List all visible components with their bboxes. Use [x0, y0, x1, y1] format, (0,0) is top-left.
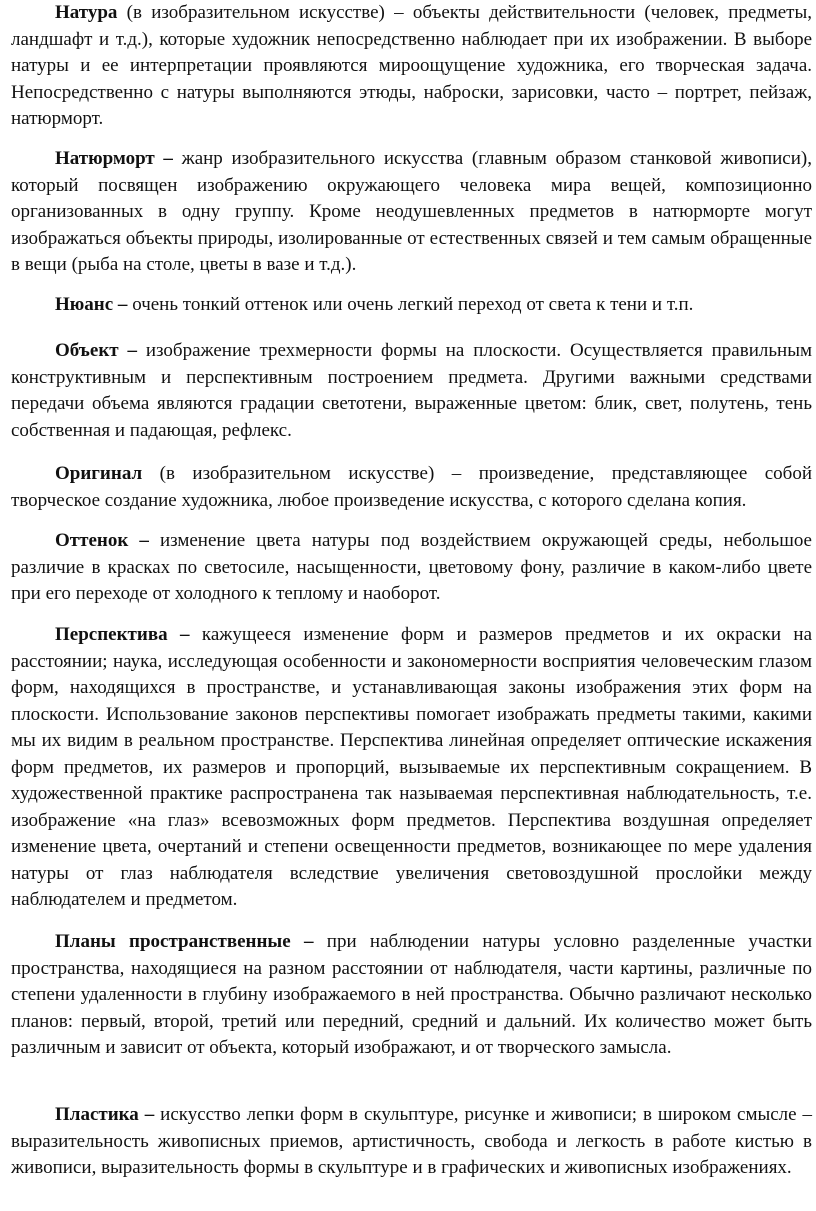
glossary-entry-ottenok: [11, 528, 812, 608]
entry-definition: (в изобразительном искусстве) – произведение, представляющее собой творческое создание художника, любое произведение искусства, с которого сделана копия.: [11, 463, 812, 511]
glossary-entry-perspektiva: [11, 622, 812, 914]
glossary-entry-plastika: [11, 1102, 812, 1182]
entry-term: Натюрморт –: [55, 148, 173, 169]
entry-definition: изменение цвета натуры под воздействием окружающей среды, небольшое различие в красках по светосиле, насыщенности, цветовому фону, различие в каком-либо цвете при его переходе от холодного к теплому и наоборот.: [11, 530, 812, 604]
entry-definition: искусство лепки форм в скульптуре, рисунке и живописи; в широком смысле – выразительность живописных приемов, артистичность, свобода и легкость в работе кистью в живописи, выразительность формы в скульптуре и в графических и живописных изображениях.: [11, 1104, 813, 1178]
entry-term: Объект –: [55, 340, 137, 361]
entry-term: Натура: [55, 2, 118, 23]
glossary-entry-plany: [11, 929, 812, 1062]
entry-definition: (в изобразительном искусстве) – объекты действительности (человек, предметы, ландшафт и т.д.), которые художник непосредственно наблюдает при их изображении. В выборе натуры и ее интерпретации проявляются мироощущение художника, его творческая задача. Непосредственно с натуры выполняются этюды, наброски, зарисовки, часто – портрет, пейзаж, натюрморт.: [11, 2, 812, 129]
entry-term: Нюанс –: [55, 294, 128, 315]
entry-definition: кажущееся изменение форм и размеров предметов и их окраски на расстоянии; наука, исследующая особенности и закономерности восприятия человеческим глазом форм, находящихся в пространстве, и устанавливающая законы изображения этих форм на плоскости. Использование законов перспективы помогает изображать предметы такими, какими мы их видим в реальном пространстве. Перспектива линейная определяет оптические искажения форм предметов, их размеров и пропорций, вызываемые их перспективным сокращением. В художественной практике распространена так называемая перспективная наблюдательность, т.е. изображение «на глаз» всевозможных форм предметов. Перспектива воздушная определяет изменение цвета, очертаний и степени освещенности предметов, возникающее по мере удаления натуры от глаз наблюдателя вследствие увеличения световоздушной прослойки между наблюдателем и предметом.: [11, 624, 812, 910]
entry-definition: изображение трехмерности формы на плоскости. Осуществляется правильным конструктивным и перспективным построением предмета. Другими важными средствами передачи объема являются градации светотени, выраженные цветом: блик, свет, полутень, тень собственная и падающая, рефлекс.: [11, 340, 812, 441]
entry-definition: жанр изобразительного искусства (главным образом станковой живописи), который посвящен изображению окружающего человека мира вещей, композиционно организованных в одну группу. Кроме неодушевленных предметов в натюрморте могут изображаться объекты природы, изолированные от естественных связей и тем самым обращенные в вещи (рыба на столе, цветы в вазе и т.д.).: [11, 148, 812, 275]
glossary-entry-obekt: [11, 338, 812, 444]
glossary-entry-natura: [11, 0, 812, 133]
entry-definition: очень тонкий оттенок или очень легкий переход от света к тени и т.п.: [127, 294, 694, 315]
glossary-entry-nyuans: [11, 292, 812, 319]
entry-term: Пластика –: [55, 1104, 155, 1125]
entry-term: Перспектива –: [55, 624, 190, 645]
glossary-entry-original: [11, 461, 812, 514]
entry-term: Оригинал: [55, 463, 143, 484]
entry-term: Оттенок –: [55, 530, 149, 551]
glossary-entry-natyurmort: [11, 146, 812, 279]
entry-definition: при наблюдении натуры условно разделенные участки пространства, находящиеся на разном расстоянии от наблюдателя, части картины, различные по степени удаленности в глубину изображаемого в ней пространства. Обычно различают несколько планов: первый, второй, третий или передний, средний и дальний. Их количество может быть различным и зависит от объекта, который изображают, и от творческого замысла.: [11, 931, 812, 1058]
entry-term: Планы пространственные –: [55, 931, 314, 952]
